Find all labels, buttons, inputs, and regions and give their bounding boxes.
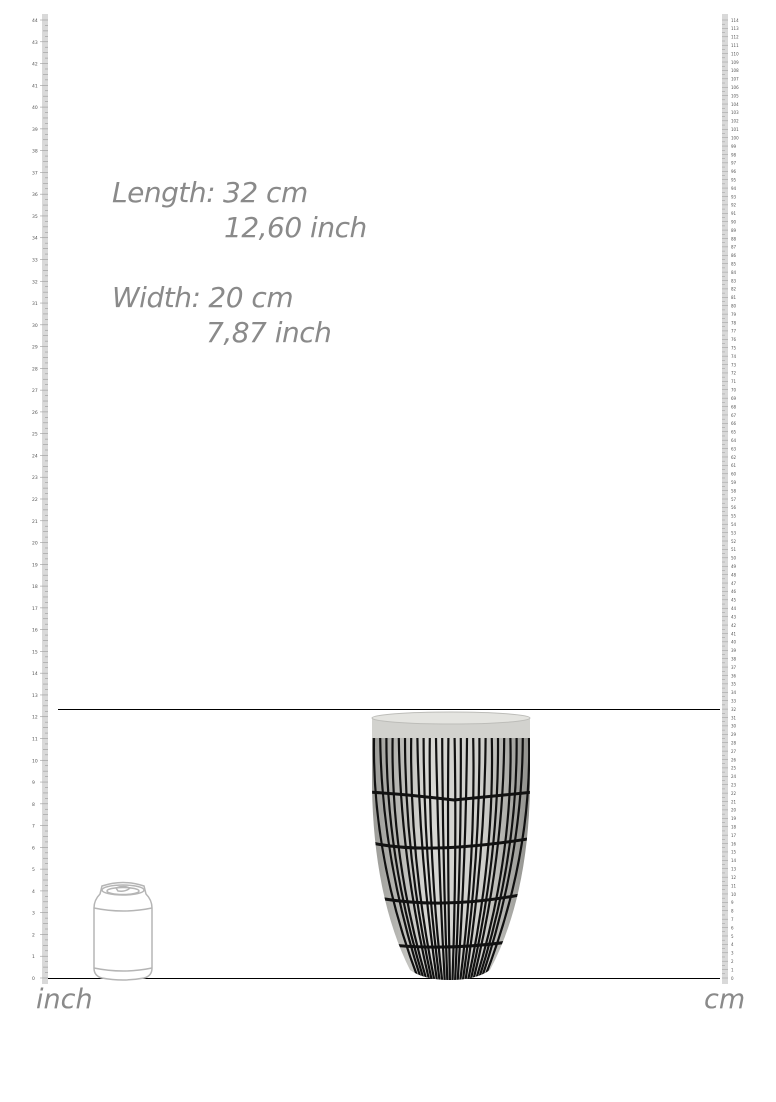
cm-tick-label: 91 <box>731 211 737 217</box>
cm-tick-label: 95 <box>731 177 737 183</box>
vase-icon <box>364 708 534 986</box>
cm-tick-label: 76 <box>731 337 737 343</box>
cm-tick-label: 55 <box>731 513 737 519</box>
length-cm-value: 32 cm <box>223 176 308 209</box>
cm-tick-label: 15 <box>731 849 737 855</box>
cm-tick-label: 31 <box>731 715 737 721</box>
cm-tick-label: 22 <box>731 790 737 796</box>
cm-tick-label: 74 <box>731 353 737 359</box>
cm-tick-label: 87 <box>731 244 737 250</box>
cm-tick-label: 96 <box>731 169 737 175</box>
inch-tick-label: 16 <box>32 628 38 634</box>
cm-tick-label: 103 <box>731 110 739 116</box>
inch-tick-label: 20 <box>32 541 38 547</box>
width-label: Width: <box>112 281 201 314</box>
cm-tick-label: 9 <box>731 900 734 906</box>
cm-tick-label: 100 <box>731 135 739 141</box>
inch-ruler <box>28 14 52 984</box>
cm-tick-label: 41 <box>731 631 737 637</box>
cm-tick-label: 45 <box>731 597 737 603</box>
cm-tick-label: 44 <box>731 606 737 612</box>
cm-tick-label: 20 <box>731 807 737 813</box>
inch-tick-label: 30 <box>32 323 38 329</box>
cm-tick-label: 27 <box>731 748 737 754</box>
cm-tick-label: 67 <box>731 412 737 418</box>
cm-tick-label: 14 <box>731 858 737 864</box>
cm-tick-label: 60 <box>731 471 737 477</box>
inch-tick-label: 12 <box>32 715 38 721</box>
cm-tick-label: 84 <box>731 269 737 275</box>
width-cm-value: 20 cm <box>208 281 294 314</box>
cm-tick-label: 111 <box>731 43 739 49</box>
cm-tick-label: 0 <box>731 975 734 981</box>
inch-tick-label: 3 <box>32 911 35 917</box>
cm-tick-label: 42 <box>731 622 737 628</box>
inch-tick-label: 36 <box>32 193 38 199</box>
cm-tick-label: 51 <box>731 547 737 553</box>
cm-tick-label: 68 <box>731 404 737 410</box>
inch-tick-label: 37 <box>32 171 38 177</box>
inch-tick-label: 44 <box>32 19 38 24</box>
inch-tick-label: 23 <box>32 476 38 482</box>
cm-tick-label: 43 <box>731 614 737 620</box>
cm-tick-label: 6 <box>731 925 734 931</box>
cm-tick-label: 37 <box>731 664 737 670</box>
cm-tick-label: 32 <box>731 706 737 712</box>
inch-tick-label: 41 <box>32 84 38 90</box>
cm-tick-label: 11 <box>731 883 737 889</box>
cm-tick-label: 30 <box>731 723 737 729</box>
inch-tick-label: 9 <box>32 781 35 787</box>
inch-tick-label: 21 <box>32 519 38 525</box>
cm-tick-label: 8 <box>731 908 734 914</box>
inch-tick-label: 2 <box>32 933 35 939</box>
inch-tick-label: 1 <box>32 955 35 961</box>
cm-tick-label: 110 <box>731 51 739 57</box>
inch-ruler-scale <box>28 14 52 984</box>
cm-tick-label: 69 <box>731 395 737 401</box>
inch-tick-label: 32 <box>32 280 38 286</box>
inch-tick-label: 0 <box>32 977 35 982</box>
cm-tick-label: 86 <box>731 253 737 259</box>
cm-tick-label: 29 <box>731 732 737 738</box>
cm-tick-label: 64 <box>731 437 737 443</box>
cm-tick-label: 17 <box>731 832 737 838</box>
cm-tick-label: 113 <box>731 26 739 32</box>
inch-tick-label: 28 <box>32 367 38 373</box>
cm-tick-label: 106 <box>731 85 739 91</box>
cm-tick-label: 52 <box>731 538 737 544</box>
inch-tick-label: 38 <box>32 149 38 155</box>
inch-tick-label: 18 <box>32 585 38 591</box>
width-dimension <box>112 281 293 314</box>
cm-tick-label: 10 <box>731 891 737 897</box>
cm-tick-label: 104 <box>731 101 739 107</box>
inch-tick-label: 22 <box>32 498 38 503</box>
length-inch-value: 12,60 inch <box>224 211 367 244</box>
cm-tick-label: 59 <box>731 479 737 485</box>
cm-tick-label: 105 <box>731 93 739 99</box>
cm-unit-label: cm <box>704 984 746 1015</box>
cm-tick-label: 62 <box>731 454 737 460</box>
inch-tick-label: 26 <box>32 410 38 416</box>
cm-tick-label: 24 <box>731 774 737 780</box>
cm-tick-label: 46 <box>731 589 737 595</box>
cm-tick-label: 47 <box>731 580 737 586</box>
cm-tick-label: 92 <box>731 202 737 208</box>
cm-tick-label: 21 <box>731 799 737 805</box>
cm-tick-label: 38 <box>731 656 737 662</box>
cm-tick-label: 102 <box>731 118 739 124</box>
length-dimension <box>112 176 308 209</box>
inch-tick-label: 24 <box>32 454 38 460</box>
inch-tick-label: 7 <box>32 824 35 830</box>
cm-ruler <box>718 14 748 984</box>
soda-can-icon <box>88 880 158 986</box>
cm-tick-label: 82 <box>731 286 737 292</box>
cm-tick-label: 81 <box>731 295 737 301</box>
cm-tick-label: 7 <box>731 916 734 922</box>
cm-tick-label: 77 <box>731 328 737 334</box>
cm-tick-label: 56 <box>731 505 737 511</box>
cm-tick-label: 66 <box>731 421 737 427</box>
inch-tick-label: 33 <box>32 258 38 264</box>
cm-tick-label: 3 <box>731 950 734 956</box>
cm-tick-label: 61 <box>731 463 737 469</box>
length-label: Length: <box>112 176 216 209</box>
cm-tick-label: 53 <box>731 530 737 536</box>
cm-tick-label: 88 <box>731 236 737 242</box>
inch-tick-label: 40 <box>32 106 38 112</box>
inch-tick-label: 8 <box>32 802 35 808</box>
cm-tick-label: 80 <box>731 303 737 309</box>
cm-tick-label: 112 <box>731 34 739 40</box>
cm-tick-label: 108 <box>731 68 739 74</box>
cm-tick-label: 65 <box>731 429 737 435</box>
cm-tick-label: 79 <box>731 311 737 317</box>
cm-tick-label: 33 <box>731 698 737 704</box>
cm-tick-label: 16 <box>731 841 737 847</box>
cm-tick-label: 19 <box>731 816 737 822</box>
cm-tick-label: 2 <box>731 958 734 964</box>
inch-tick-label: 42 <box>32 62 38 68</box>
inch-tick-label: 6 <box>32 846 35 852</box>
cm-tick-label: 25 <box>731 765 737 771</box>
inch-tick-label: 29 <box>32 345 38 351</box>
cm-tick-label: 28 <box>731 740 737 746</box>
cm-tick-label: 101 <box>731 127 739 133</box>
cm-tick-label: 26 <box>731 757 737 763</box>
inch-tick-label: 25 <box>32 432 38 438</box>
cm-tick-label: 72 <box>731 370 737 376</box>
cm-tick-label: 58 <box>731 488 737 494</box>
inch-tick-label: 35 <box>32 214 38 220</box>
cm-tick-label: 12 <box>731 874 737 880</box>
inch-tick-label: 13 <box>32 693 38 699</box>
inch-tick-label: 31 <box>32 302 38 308</box>
cm-ruler-scale <box>718 14 748 984</box>
inch-tick-label: 39 <box>32 127 38 133</box>
cm-tick-label: 107 <box>731 76 739 82</box>
cm-tick-label: 93 <box>731 194 737 200</box>
cm-tick-label: 83 <box>731 278 737 284</box>
cm-tick-label: 54 <box>731 522 737 528</box>
cm-tick-label: 34 <box>731 690 737 696</box>
cm-tick-label: 18 <box>731 824 737 830</box>
inch-tick-label: 4 <box>32 889 35 895</box>
cm-tick-label: 36 <box>731 673 737 679</box>
inch-tick-label: 5 <box>32 868 35 874</box>
inch-tick-label: 19 <box>32 563 38 569</box>
cm-tick-label: 114 <box>731 17 739 23</box>
cm-tick-label: 98 <box>731 152 737 158</box>
inch-unit-label: inch <box>36 984 93 1015</box>
cm-tick-label: 63 <box>731 446 737 452</box>
inch-tick-label: 14 <box>32 672 38 678</box>
cm-tick-label: 85 <box>731 261 737 267</box>
width-inch-value: 7,87 inch <box>206 316 332 349</box>
cm-tick-label: 94 <box>731 185 737 191</box>
cm-tick-label: 23 <box>731 782 737 788</box>
cm-tick-label: 35 <box>731 681 737 687</box>
cm-tick-label: 5 <box>731 933 734 939</box>
cm-tick-label: 48 <box>731 572 737 578</box>
cm-tick-label: 89 <box>731 227 737 233</box>
cm-tick-label: 97 <box>731 160 737 166</box>
inch-tick-label: 15 <box>32 650 38 656</box>
cm-tick-label: 40 <box>731 639 737 645</box>
cm-tick-label: 57 <box>731 496 737 502</box>
inch-tick-label: 10 <box>32 759 38 765</box>
cm-tick-label: 73 <box>731 362 737 368</box>
cm-tick-label: 99 <box>731 143 737 149</box>
inch-tick-label: 43 <box>32 40 38 46</box>
cm-tick-label: 50 <box>731 555 737 561</box>
cm-tick-label: 75 <box>731 345 737 351</box>
cm-tick-label: 39 <box>731 648 737 654</box>
cm-tick-label: 78 <box>731 320 737 326</box>
inch-tick-label: 17 <box>32 606 38 612</box>
cm-tick-label: 71 <box>731 379 737 385</box>
cm-tick-label: 4 <box>731 942 734 948</box>
inch-tick-label: 11 <box>32 737 38 743</box>
cm-tick-label: 49 <box>731 564 737 570</box>
cm-tick-label: 90 <box>731 219 737 225</box>
inch-tick-label: 34 <box>32 236 38 242</box>
cm-tick-label: 1 <box>731 967 734 973</box>
cm-tick-label: 70 <box>731 387 737 393</box>
cm-tick-label: 13 <box>731 866 737 872</box>
inch-tick-label: 27 <box>32 389 38 395</box>
cm-tick-label: 109 <box>731 59 739 65</box>
